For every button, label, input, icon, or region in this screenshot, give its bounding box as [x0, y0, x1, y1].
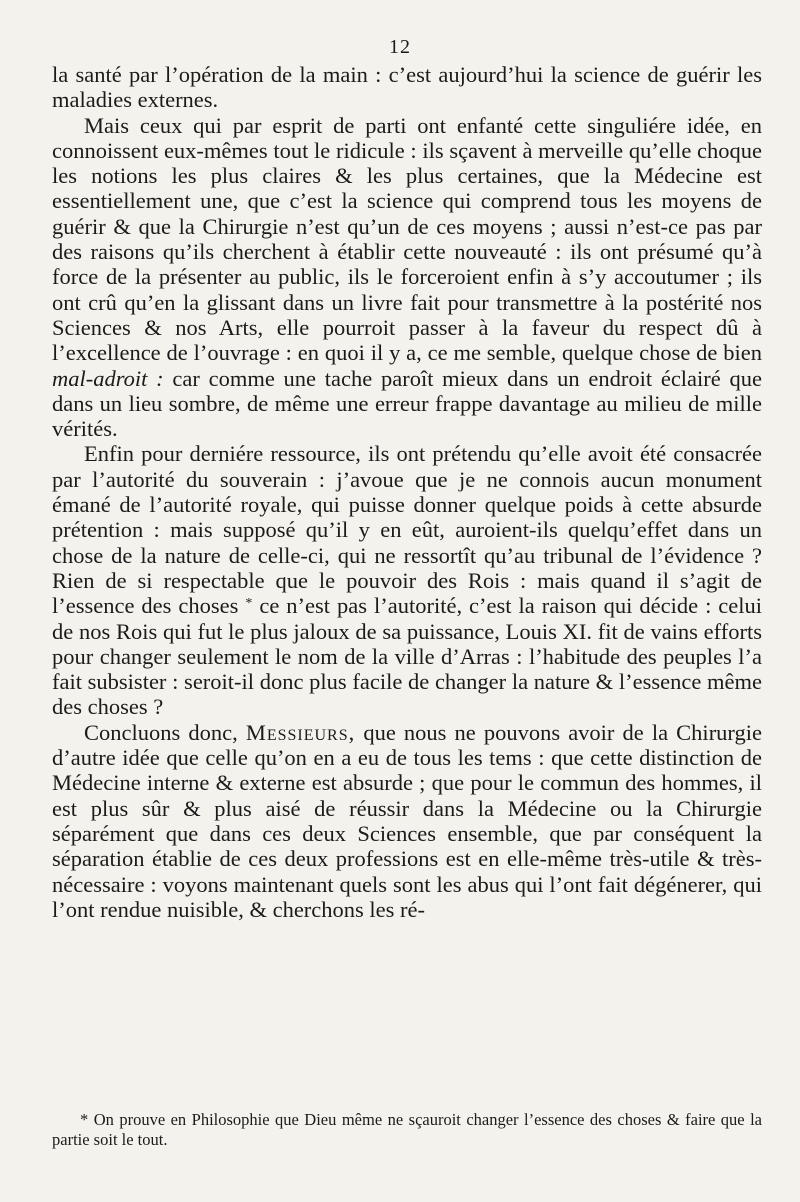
- paragraph-3: [52, 441, 762, 719]
- paragraph-4-text: que nous ne pouvons avoir de la Chirurgie d’autre idée que celle qu’on en a eu de tous les tems : que cette distinction de Médecine interne & externe est absurde ; que pour le commun des hommes, il est plus sûr & plus aisé de réussir dans la Médecine ou la Chirurgie séparément que dans ces deux Sciences ensemble, que par conséquent la séparation établie de ces deux professions est en elle-même très-utile & très-nécessaire : voyons maintenant quels sont les abus qui l’ont fait dégénerer, qui l’ont rendue nuisible, & cherchons les ré-: [52, 719, 763, 922]
- paragraph-1: la santé par l’opération de la main : c’est aujourd’hui la science de guérir les maladies externes.: [52, 62, 762, 113]
- main-text: [52, 62, 762, 922]
- paragraph-2: [52, 113, 762, 442]
- footnote-text: * On prouve en Philosophie que Dieu même ne sçauroit changer l’essence des choses & faire que la partie soit le tout.: [52, 1110, 762, 1149]
- paragraph-2-text: Mais ceux qui par esprit de parti ont enfanté cette singuliére idée, en connoissent eux-mêmes tout le ridicule : ils sçavent à merveille qu’elle choque les notions les plus claires & les plus certaines, que la Médecine est essentiellement une, que c’est la science qui comprend tous les moyens de guérir & que la Chirurgie n’est qu’un de ces moyens ; aussi n’est-ce pas par des raisons qu’ils cherchent à établir cette nouveauté : ils ont présumé qu’à force de la présenter au public, ils le forceroient enfin à s’y accoutumer ; ils ont crû qu’en la glissant dans un livre fait pour transmettre à la postérité nos Sciences & nos Arts, elle pourroit passer à la faveur du respect dû à l’excellence de l’ouvrage : en quoi il y a, ce me semble, quelque chose de bien: [52, 112, 762, 366]
- page-number: 12: [389, 36, 411, 58]
- footnote-marker: *: [245, 596, 253, 612]
- footnote: [52, 1110, 762, 1150]
- paragraph-2-end: car comme une tache paroît mieux dans un endroit éclairé que dans un lieu sombre, de même une erreur frappe davantage au milieu de mille vérités.: [52, 365, 762, 442]
- paragraph-3-end: ce n’est pas l’autorité, c’est la raison qui décide : celui de nos Rois qui fut le plus jaloux de sa puissance, Louis XI. fit de vains efforts pour changer seulement le nom de la ville d’Arras : l’habitude des peuples l’a fait subsister : seroit-il donc plus facile de changer la nature & l’essence même des choses ?: [52, 593, 763, 720]
- address-messieurs: Messieurs,: [245, 719, 356, 745]
- paragraph-4: [52, 720, 762, 922]
- italic-phrase: mal-adroit :: [52, 365, 164, 391]
- paragraph-4-start: Concluons donc,: [84, 719, 238, 745]
- paragraph-3-text: Enfin pour derniére ressource, ils ont prétendu qu’elle avoit été consacrée par l’autorité du souverain : j’avoue que je ne connois aucun monument émané de l’autorité royale, qui puisse donner quelque poids à cette absurde prétention : mais supposé qu’il y en eût, auroient-ils quelqu’effet dans un chose de la nature de celle-ci, qui ne ressortît qu’au tribunal de l’évidence ? Rien de si respectable que le pouvoir des Rois : mais quand il s’agit de l’essence des choses: [52, 441, 762, 619]
